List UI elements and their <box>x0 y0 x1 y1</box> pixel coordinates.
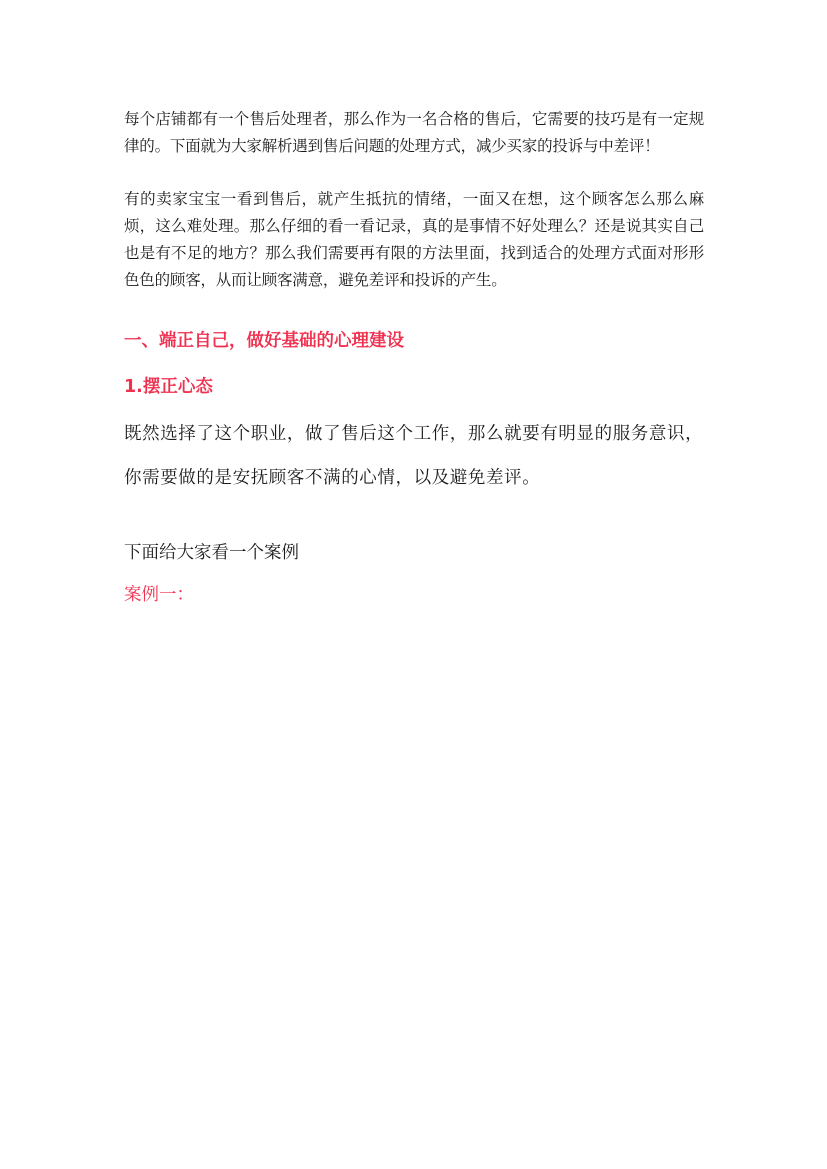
section-heading: 一、端正自己，做好基础的心理建设 <box>124 331 404 351</box>
second-paragraph: 有的卖家宝宝一看到售后，就产生抵抗的情绪，一面又在想，这个顾客怎么那么麻烦，这么难处理。那么仔细的看一看记录，真的是事情不好处理么？还是说其实自己也是有不足的地方？那么我们需要再有限的方法里面，找到适合的处理方式面对形形色色的顾客，从而让顾客满意，避免差评和投诉的产生。 <box>124 190 704 289</box>
document-page <box>124 106 704 608</box>
intro-paragraph: 每个店铺都有一个售后处理者，那么作为一名合格的售后，它需要的技巧是有一定规律的。下面就为大家解析遇到售后问题的处理方式，减少买家的投诉与中差评！ <box>124 110 704 155</box>
body-paragraph: 既然选择了这个职业，做了售后这个工作，那么就要有明显的服务意识，你需要做的是安抚顾客不满的心情，以及避免差评。 <box>124 424 704 488</box>
subsection-heading: 1.摆正心态 <box>124 377 213 397</box>
lead-text: 下面给大家看一个案例 <box>124 543 299 563</box>
case-label: 案例一： <box>124 585 194 605</box>
